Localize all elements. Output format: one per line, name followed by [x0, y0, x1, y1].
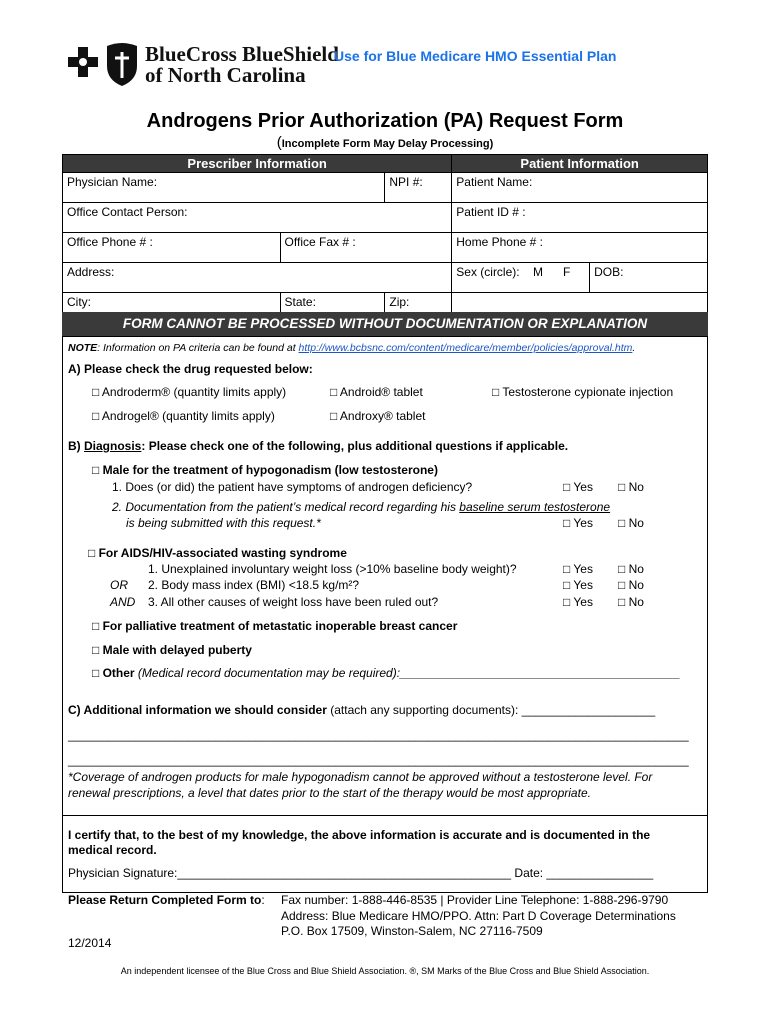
- city-field[interactable]: City:: [63, 293, 281, 323]
- return-fax-phone: Fax number: 1-888-446-8535 | Provider Line Telephone: 1-888-296-9790: [281, 893, 669, 907]
- delayed-puberty-checkbox[interactable]: □ Male with delayed puberty: [92, 643, 252, 657]
- note-line: NOTE: Information on PA criteria can be found at http://www.bcbsnc.com/content/medicare/member/policies/approval.htm.: [68, 342, 636, 354]
- drug-testosterone-checkbox[interactable]: □ Testosterone cypionate injection: [492, 385, 674, 399]
- aids-q1-yes[interactable]: □ Yes: [563, 562, 593, 576]
- signature-line[interactable]: Physician Signature:__________________________________________________ Date: ________________: [68, 866, 654, 880]
- office-fax-field[interactable]: Office Fax # :: [280, 233, 452, 263]
- org-name: BlueCross BlueShield of North Carolina: [145, 42, 339, 87]
- physician-name-field[interactable]: Physician Name:: [63, 173, 385, 203]
- divider: [62, 815, 708, 816]
- footer-disclaimer: An independent licensee of the Blue Cross and Blue Shield Association. ®, SM Marks of the Blue Cross and Blue Shield Association.: [120, 966, 650, 976]
- breast-cancer-checkbox[interactable]: □ For palliative treatment of metastatic inoperable breast cancer: [92, 619, 458, 633]
- aids-or-label: OR: [110, 578, 128, 592]
- office-contact-field[interactable]: Office Contact Person:: [63, 203, 452, 233]
- section-c-line[interactable]: C) Additional information we should consider (attach any supporting documents): ____________________: [68, 703, 656, 717]
- additional-info-line-2[interactable]: _____________________________________________________________________________________________: [68, 728, 689, 742]
- sex-f-option[interactable]: F: [562, 265, 571, 279]
- return-address: Address: Blue Medicare HMO/PPO. Attn: Part D Coverage Determinations: [281, 909, 676, 923]
- aids-and-label: AND: [110, 595, 136, 609]
- hypo-question-1: 1. Does (or did) the patient have symptoms of androgen deficiency?: [112, 480, 473, 494]
- date-code: 12/2014: [68, 936, 112, 950]
- coverage-note-1: *Coverage of androgen products for male hypogonadism cannot be approved without a testosterone level. For: [68, 770, 653, 784]
- aids-q2-yes[interactable]: □ Yes: [563, 578, 593, 592]
- patient-name-field[interactable]: Patient Name:: [452, 173, 708, 203]
- section-a-heading: A) Please check the drug requested below:: [68, 362, 313, 376]
- aids-q1-no[interactable]: □ No: [618, 562, 644, 576]
- coverage-note-2: renewal prescriptions, a level that dates prior to the start of the therapy would be most appropriate.: [68, 786, 591, 800]
- prescriber-patient-table: [62, 154, 708, 323]
- patient-id-field[interactable]: Patient ID # :: [452, 203, 708, 233]
- hypo-q2-yes[interactable]: □ Yes: [563, 516, 593, 530]
- sex-m-option[interactable]: M: [532, 265, 543, 279]
- return-label: Please Return Completed Form to:: [68, 893, 265, 907]
- return-po-box: P.O. Box 17509, Winston-Salem, NC 27116-7509: [281, 924, 543, 938]
- hypo-question-2-cont: is being submitted with this request.*: [126, 516, 321, 530]
- hypo-q1-yes[interactable]: □ Yes: [563, 480, 593, 494]
- drug-androgel-checkbox[interactable]: □ Androgel® (quantity limits apply): [92, 409, 275, 423]
- aids-question-2: 2. Body mass index (BMI) <18.5 kg/m²?: [148, 578, 360, 592]
- aids-question-1: 1. Unexplained involuntary weight loss (>10% baseline body weight)?: [148, 562, 517, 576]
- hypogonadism-checkbox[interactable]: □ Male for the treatment of hypogonadism (low testosterone): [92, 463, 438, 477]
- blue-cross-logo: [67, 45, 99, 89]
- hypo-q1-no[interactable]: □ No: [618, 480, 644, 494]
- blue-shield-logo: [105, 42, 139, 88]
- section-b-heading: B) Diagnosis: Please check one of the following, plus additional questions if applicable.: [68, 439, 569, 453]
- documentation-banner: FORM CANNOT BE PROCESSED WITHOUT DOCUMENTATION OR EXPLANATION: [62, 312, 708, 336]
- home-phone-field[interactable]: Home Phone # :: [452, 233, 708, 263]
- aids-q3-yes[interactable]: □ Yes: [563, 595, 593, 609]
- npi-field[interactable]: NPI #:: [385, 173, 452, 203]
- aids-q2-no[interactable]: □ No: [618, 578, 644, 592]
- aids-q3-no[interactable]: □ No: [618, 595, 644, 609]
- address-field[interactable]: Address:: [63, 263, 452, 293]
- policy-link[interactable]: http://www.bcbsnc.com/content/medicare/member/policies/approval.htm: [298, 342, 633, 354]
- other-checkbox[interactable]: □ Other (Medical record documentation may be required):__________________________________________: [92, 666, 681, 680]
- additional-info-line-3[interactable]: _____________________________________________________________________________________________: [68, 753, 689, 767]
- drug-androderm-checkbox[interactable]: □ Androderm® (quantity limits apply): [92, 385, 287, 399]
- zip-field[interactable]: Zip:: [385, 293, 452, 323]
- form-title: Androgens Prior Authorization (PA) Request Form: [146, 110, 624, 132]
- form-subtitle: (Incomplete Form May Delay Processing): [276, 134, 494, 151]
- drug-android-checkbox[interactable]: □ Android® tablet: [330, 385, 423, 399]
- sex-field[interactable]: Sex (circle): M F: [452, 263, 590, 293]
- dob-field[interactable]: DOB:: [590, 263, 708, 293]
- prescriber-header: Prescriber Information: [63, 155, 452, 173]
- certify-line-1: I certify that, to the best of my knowledge, the above information is accurate and is documented in the: [68, 828, 651, 842]
- certify-line-2: medical record.: [68, 843, 157, 857]
- plan-tagline: Use for Blue Medicare HMO Essential Plan: [334, 48, 617, 64]
- hypo-question-2: 2. Documentation from the patient’s medical record regarding his baseline serum testosterone: [112, 500, 611, 514]
- aids-wasting-checkbox[interactable]: □ For AIDS/HIV-associated wasting syndrome: [88, 546, 347, 560]
- aids-question-3: 3. All other causes of weight loss have been ruled out?: [148, 595, 439, 609]
- office-phone-field[interactable]: Office Phone # :: [63, 233, 281, 263]
- patient-header: Patient Information: [452, 155, 708, 173]
- drug-androxy-checkbox[interactable]: □ Androxy® tablet: [330, 409, 426, 423]
- hypo-q2-no[interactable]: □ No: [618, 516, 644, 530]
- state-field[interactable]: State:: [280, 293, 385, 323]
